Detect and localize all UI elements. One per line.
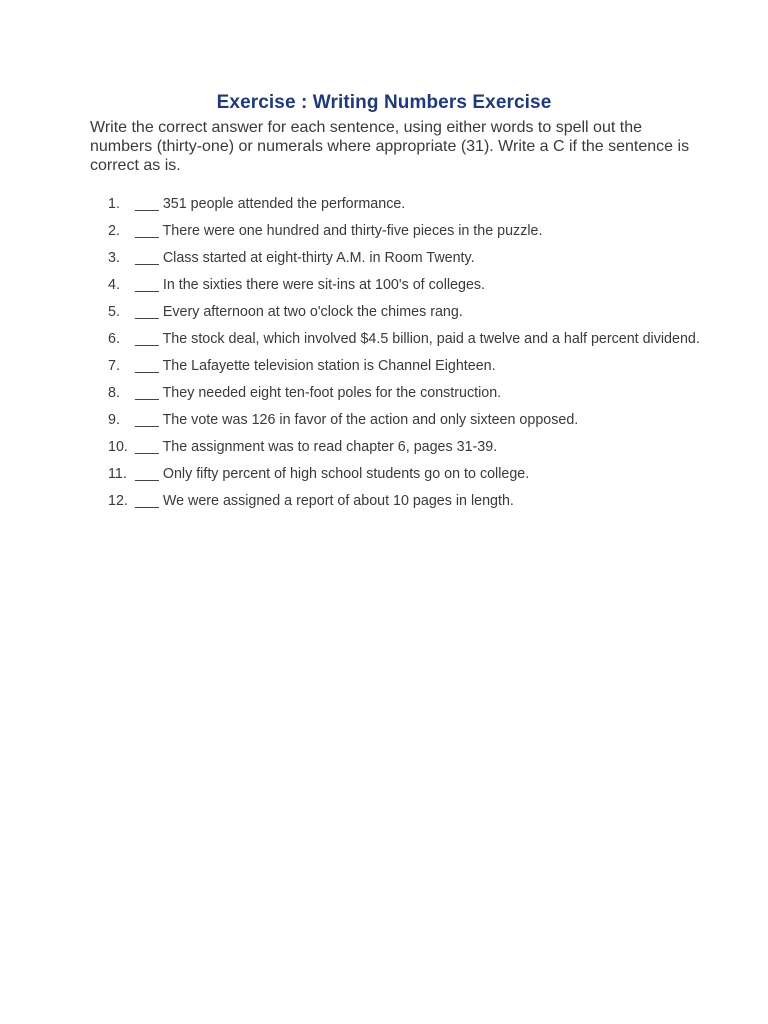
- answer-blank: ___: [135, 196, 159, 212]
- exercise-sentence: 351 people attended the performance.: [162, 196, 406, 212]
- exercise-number: 2.: [108, 223, 120, 239]
- exercise-sentence: Only fifty percent of high school students go on to college.: [162, 466, 530, 482]
- exercise-item: [108, 191, 708, 218]
- exercise-item: [108, 272, 708, 299]
- exercise-number: 4.: [108, 277, 120, 293]
- exercise-sentence: Class started at eight-thirty A.M. in Room Twenty.: [162, 250, 475, 266]
- exercise-item: [108, 245, 708, 272]
- answer-blank: ___: [135, 331, 159, 347]
- page-title: Exercise : Writing Numbers Exercise: [216, 92, 552, 113]
- exercise-item: [108, 380, 708, 407]
- exercise-sentence: In the sixties there were sit-ins at 100's of colleges.: [162, 277, 486, 293]
- answer-blank: ___: [135, 358, 159, 374]
- exercise-sentence: Every afternoon at two o'clock the chimes rang.: [162, 304, 463, 320]
- answer-blank: ___: [135, 250, 159, 266]
- exercise-sentence: There were one hundred and thirty-five pieces in the puzzle.: [162, 223, 543, 239]
- exercise-item: [108, 353, 708, 380]
- exercise-sentence: We were assigned a report of about 10 pages in length.: [162, 493, 514, 509]
- exercise-item: [108, 434, 708, 461]
- exercise-number: 1.: [108, 196, 120, 212]
- exercise-number: 12.: [108, 493, 128, 509]
- exercise-number: 7.: [108, 358, 120, 374]
- answer-blank: ___: [135, 466, 159, 482]
- exercise-sentence: The Lafayette television station is Channel Eighteen.: [162, 358, 496, 374]
- exercise-sentence: They needed eight ten-foot poles for the construction.: [162, 385, 502, 401]
- exercise-item: [108, 326, 708, 353]
- exercise-number: 6.: [108, 331, 120, 347]
- exercise-item: [108, 488, 708, 515]
- exercise-item: [108, 299, 708, 326]
- exercise-number: 10.: [108, 439, 128, 455]
- exercise-number: 5.: [108, 304, 120, 320]
- exercise-item: [108, 218, 708, 245]
- exercise-list: [108, 191, 708, 515]
- exercise-number: 11.: [108, 466, 127, 482]
- answer-blank: ___: [135, 385, 159, 401]
- exercise-number: 3.: [108, 250, 120, 266]
- exercise-sentence: The assignment was to read chapter 6, pages 31-39.: [162, 439, 498, 455]
- answer-blank: ___: [135, 493, 159, 509]
- answer-blank: ___: [135, 412, 159, 428]
- answer-blank: ___: [135, 223, 159, 239]
- instructions-paragraph: Write the correct answer for each sentence, using either words to spell out the numbers (thirty-one) or numerals where appropriate (31). Write a C if the sentence is correct as is.: [90, 119, 690, 174]
- answer-blank: ___: [135, 277, 159, 293]
- exercise-sentence: The vote was 126 in favor of the action and only sixteen opposed.: [162, 412, 579, 428]
- exercise-item: [108, 461, 708, 488]
- exercise-sentence: The stock deal, which involved $4.5 billion, paid a twelve and a half percent dividend.: [162, 331, 700, 347]
- exercise-item: [108, 407, 708, 434]
- exercise-number: 9.: [108, 412, 120, 428]
- exercise-number: 8.: [108, 385, 120, 401]
- answer-blank: ___: [135, 304, 159, 320]
- answer-blank: ___: [135, 439, 159, 455]
